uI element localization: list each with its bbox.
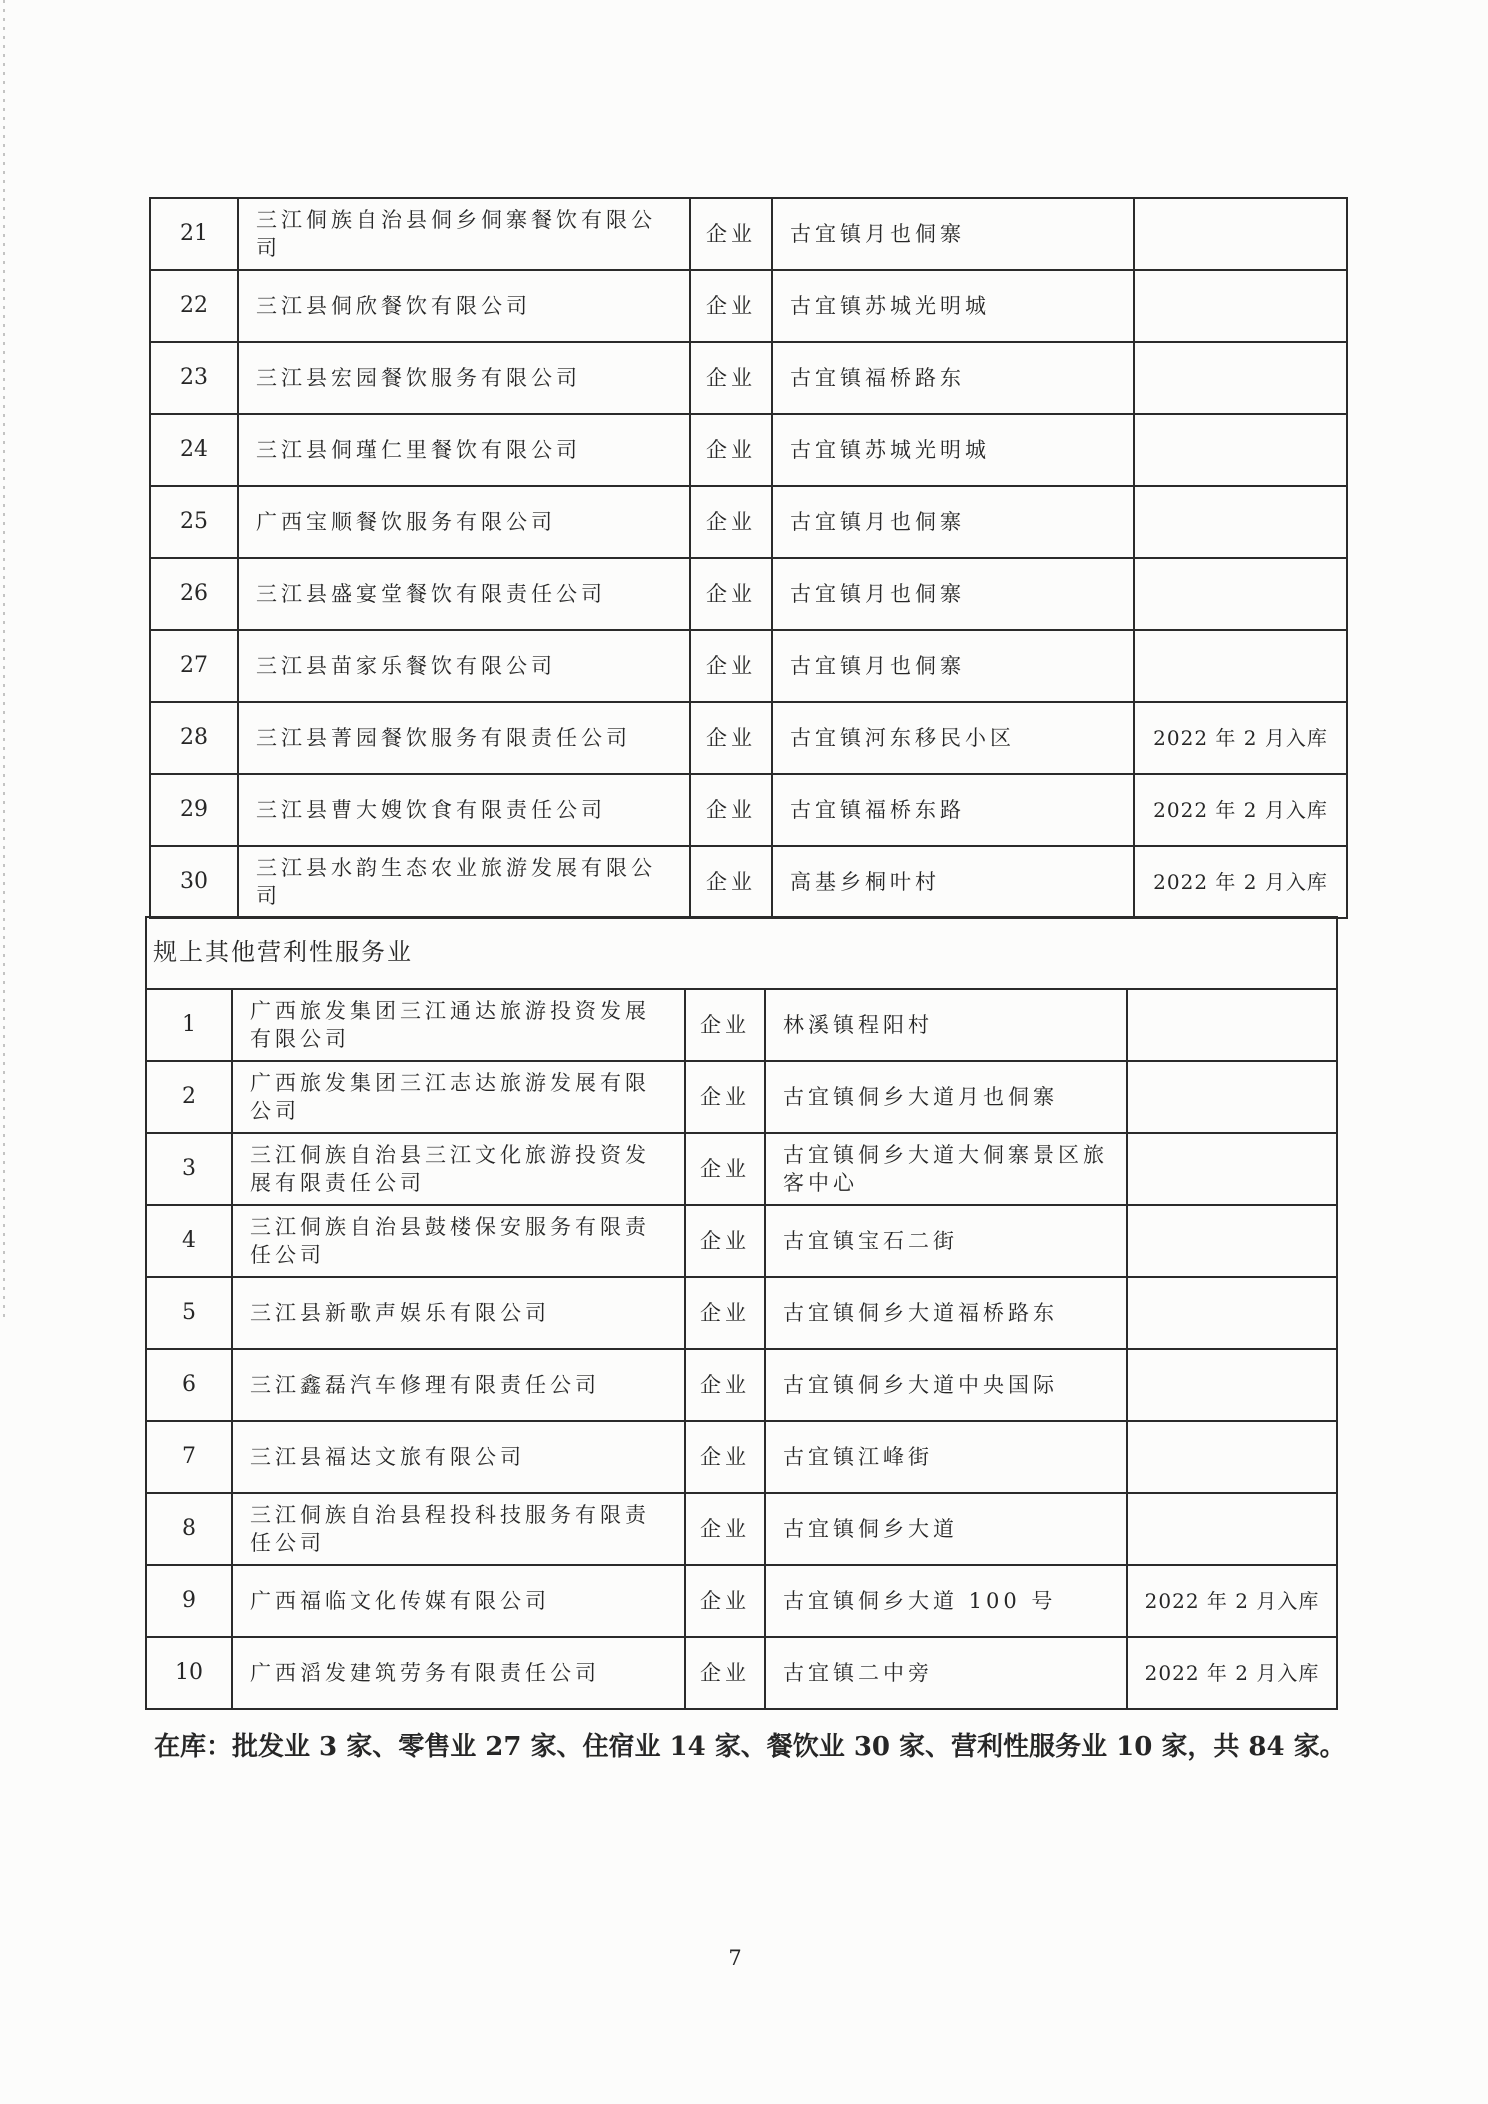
remark-cell: 2022 年 2 月入库 — [1134, 702, 1347, 774]
row-number-cell: 29 — [150, 774, 238, 846]
company-name-cell: 广西滔发建筑劳务有限责任公司 — [232, 1637, 685, 1709]
remark-cell — [1127, 1277, 1337, 1349]
company-name-cell: 广西福临文化传媒有限公司 — [232, 1565, 685, 1637]
remark-cell — [1127, 1493, 1337, 1565]
row-number-cell: 30 — [150, 846, 238, 918]
entity-type-cell: 企业 — [685, 1061, 765, 1133]
entity-type-cell: 企业 — [690, 558, 772, 630]
inventory-summary: 在库：批发业 3 家、零售业 27 家、住宿业 14 家、餐饮业 30 家、营利性服务业 10 家，共 84 家。 — [154, 1732, 1346, 1762]
table-row — [150, 270, 1347, 342]
entity-type-cell: 企业 — [690, 774, 772, 846]
row-number-cell: 9 — [146, 1565, 232, 1637]
company-name-cell: 三江县曹大嫂饮食有限责任公司 — [238, 774, 690, 846]
section-header-row — [146, 917, 1337, 989]
remark-cell — [1127, 1349, 1337, 1421]
company-name-cell: 三江县苗家乐餐饮有限公司 — [238, 630, 690, 702]
address-cell: 林溪镇程阳村 — [765, 989, 1127, 1061]
address-cell: 古宜镇福桥东路 — [772, 774, 1134, 846]
table-row — [146, 1205, 1337, 1277]
remark-cell: 2022 年 2 月入库 — [1134, 774, 1347, 846]
entity-type-cell: 企业 — [685, 1421, 765, 1493]
table-row — [150, 198, 1347, 270]
table-row — [150, 702, 1347, 774]
table-row — [150, 558, 1347, 630]
remark-cell — [1134, 630, 1347, 702]
remark-cell — [1134, 342, 1347, 414]
address-cell: 古宜镇月也侗寨 — [772, 486, 1134, 558]
row-number-cell: 5 — [146, 1277, 232, 1349]
address-cell: 古宜镇月也侗寨 — [772, 558, 1134, 630]
entity-type-cell: 企业 — [685, 1493, 765, 1565]
address-cell: 古宜镇侗乡大道福桥路东 — [765, 1277, 1127, 1349]
remark-cell — [1134, 414, 1347, 486]
entity-type-cell: 企业 — [685, 1637, 765, 1709]
address-cell: 古宜镇宝石二街 — [765, 1205, 1127, 1277]
company-name-cell: 三江侗族自治县鼓楼保安服务有限责任公司 — [232, 1205, 685, 1277]
remark-cell: 2022 年 2 月入库 — [1127, 1637, 1337, 1709]
row-number-cell: 10 — [146, 1637, 232, 1709]
table-row — [146, 1493, 1337, 1565]
company-name-cell: 三江侗族自治县程投科技服务有限责任公司 — [232, 1493, 685, 1565]
page-number: 7 — [728, 1946, 742, 1970]
row-number-cell: 6 — [146, 1349, 232, 1421]
remark-cell — [1127, 1205, 1337, 1277]
remark-cell — [1134, 486, 1347, 558]
table-row — [150, 342, 1347, 414]
table-row — [150, 414, 1347, 486]
row-number-cell: 23 — [150, 342, 238, 414]
entity-type-cell: 企业 — [690, 846, 772, 918]
address-cell: 高基乡桐叶村 — [772, 846, 1134, 918]
entity-type-cell: 企业 — [685, 1565, 765, 1637]
address-cell: 古宜镇侗乡大道中央国际 — [765, 1349, 1127, 1421]
enterprise-table-continued — [149, 197, 1348, 919]
table-row — [146, 1277, 1337, 1349]
row-number-cell: 3 — [146, 1133, 232, 1205]
row-number-cell: 27 — [150, 630, 238, 702]
row-number-cell: 26 — [150, 558, 238, 630]
company-name-cell: 三江县盛宴堂餐饮有限责任公司 — [238, 558, 690, 630]
remark-cell — [1134, 198, 1347, 270]
company-name-cell: 三江县菁园餐饮服务有限责任公司 — [238, 702, 690, 774]
table-row — [146, 1565, 1337, 1637]
remark-cell — [1127, 989, 1337, 1061]
company-name-cell: 广西旅发集团三江志达旅游发展有限公司 — [232, 1061, 685, 1133]
address-cell: 古宜镇福桥路东 — [772, 342, 1134, 414]
table-row — [146, 1133, 1337, 1205]
company-name-cell: 三江侗族自治县侗乡侗寨餐饮有限公司 — [238, 198, 690, 270]
company-name-cell: 三江县侗瑾仁里餐饮有限公司 — [238, 414, 690, 486]
scan-edge-marks — [3, 0, 5, 1320]
remark-cell — [1134, 558, 1347, 630]
table-row — [150, 630, 1347, 702]
row-number-cell: 22 — [150, 270, 238, 342]
entity-type-cell: 企业 — [690, 702, 772, 774]
row-number-cell: 21 — [150, 198, 238, 270]
section-title: 规上其他营利性服务业 — [146, 917, 1337, 989]
remark-cell — [1127, 1133, 1337, 1205]
other-services-table — [145, 916, 1338, 1710]
table-row — [146, 1637, 1337, 1709]
row-number-cell: 28 — [150, 702, 238, 774]
row-number-cell: 7 — [146, 1421, 232, 1493]
entity-type-cell: 企业 — [690, 270, 772, 342]
entity-type-cell: 企业 — [685, 989, 765, 1061]
remark-cell: 2022 年 2 月入库 — [1134, 846, 1347, 918]
row-number-cell: 25 — [150, 486, 238, 558]
company-name-cell: 三江县水韵生态农业旅游发展有限公司 — [238, 846, 690, 918]
address-cell: 古宜镇月也侗寨 — [772, 198, 1134, 270]
entity-type-cell: 企业 — [685, 1349, 765, 1421]
table-row — [146, 989, 1337, 1061]
address-cell: 古宜镇苏城光明城 — [772, 414, 1134, 486]
remark-cell: 2022 年 2 月入库 — [1127, 1565, 1337, 1637]
entity-type-cell: 企业 — [685, 1133, 765, 1205]
remark-cell — [1127, 1421, 1337, 1493]
entity-type-cell: 企业 — [690, 486, 772, 558]
entity-type-cell: 企业 — [690, 342, 772, 414]
address-cell: 古宜镇侗乡大道 — [765, 1493, 1127, 1565]
row-number-cell: 1 — [146, 989, 232, 1061]
company-name-cell: 三江侗族自治县三江文化旅游投资发展有限责任公司 — [232, 1133, 685, 1205]
row-number-cell: 24 — [150, 414, 238, 486]
company-name-cell: 三江县宏园餐饮服务有限公司 — [238, 342, 690, 414]
table-row — [146, 1061, 1337, 1133]
row-number-cell: 4 — [146, 1205, 232, 1277]
enterprise-table-body — [150, 198, 1347, 918]
address-cell: 古宜镇侗乡大道 100 号 — [765, 1565, 1127, 1637]
address-cell: 古宜镇河东移民小区 — [772, 702, 1134, 774]
company-name-cell: 三江县新歌声娱乐有限公司 — [232, 1277, 685, 1349]
company-name-cell: 广西宝顺餐饮服务有限公司 — [238, 486, 690, 558]
address-cell: 古宜镇侗乡大道月也侗寨 — [765, 1061, 1127, 1133]
address-cell: 古宜镇苏城光明城 — [772, 270, 1134, 342]
table-row — [150, 486, 1347, 558]
row-number-cell: 8 — [146, 1493, 232, 1565]
address-cell: 古宜镇二中旁 — [765, 1637, 1127, 1709]
company-name-cell: 三江鑫磊汽车修理有限责任公司 — [232, 1349, 685, 1421]
table-row — [146, 1421, 1337, 1493]
entity-type-cell: 企业 — [690, 198, 772, 270]
table-row — [150, 774, 1347, 846]
address-cell: 古宜镇月也侗寨 — [772, 630, 1134, 702]
entity-type-cell: 企业 — [685, 1277, 765, 1349]
remark-cell — [1134, 270, 1347, 342]
table-row — [150, 846, 1347, 918]
company-name-cell: 三江县侗欣餐饮有限公司 — [238, 270, 690, 342]
table-row — [146, 1349, 1337, 1421]
other-services-table-body — [146, 917, 1337, 1709]
address-cell: 古宜镇侗乡大道大侗寨景区旅客中心 — [765, 1133, 1127, 1205]
address-cell: 古宜镇江峰街 — [765, 1421, 1127, 1493]
company-name-cell: 三江县福达文旅有限公司 — [232, 1421, 685, 1493]
entity-type-cell: 企业 — [690, 414, 772, 486]
row-number-cell: 2 — [146, 1061, 232, 1133]
remark-cell — [1127, 1061, 1337, 1133]
company-name-cell: 广西旅发集团三江通达旅游投资发展有限公司 — [232, 989, 685, 1061]
entity-type-cell: 企业 — [685, 1205, 765, 1277]
entity-type-cell: 企业 — [690, 630, 772, 702]
